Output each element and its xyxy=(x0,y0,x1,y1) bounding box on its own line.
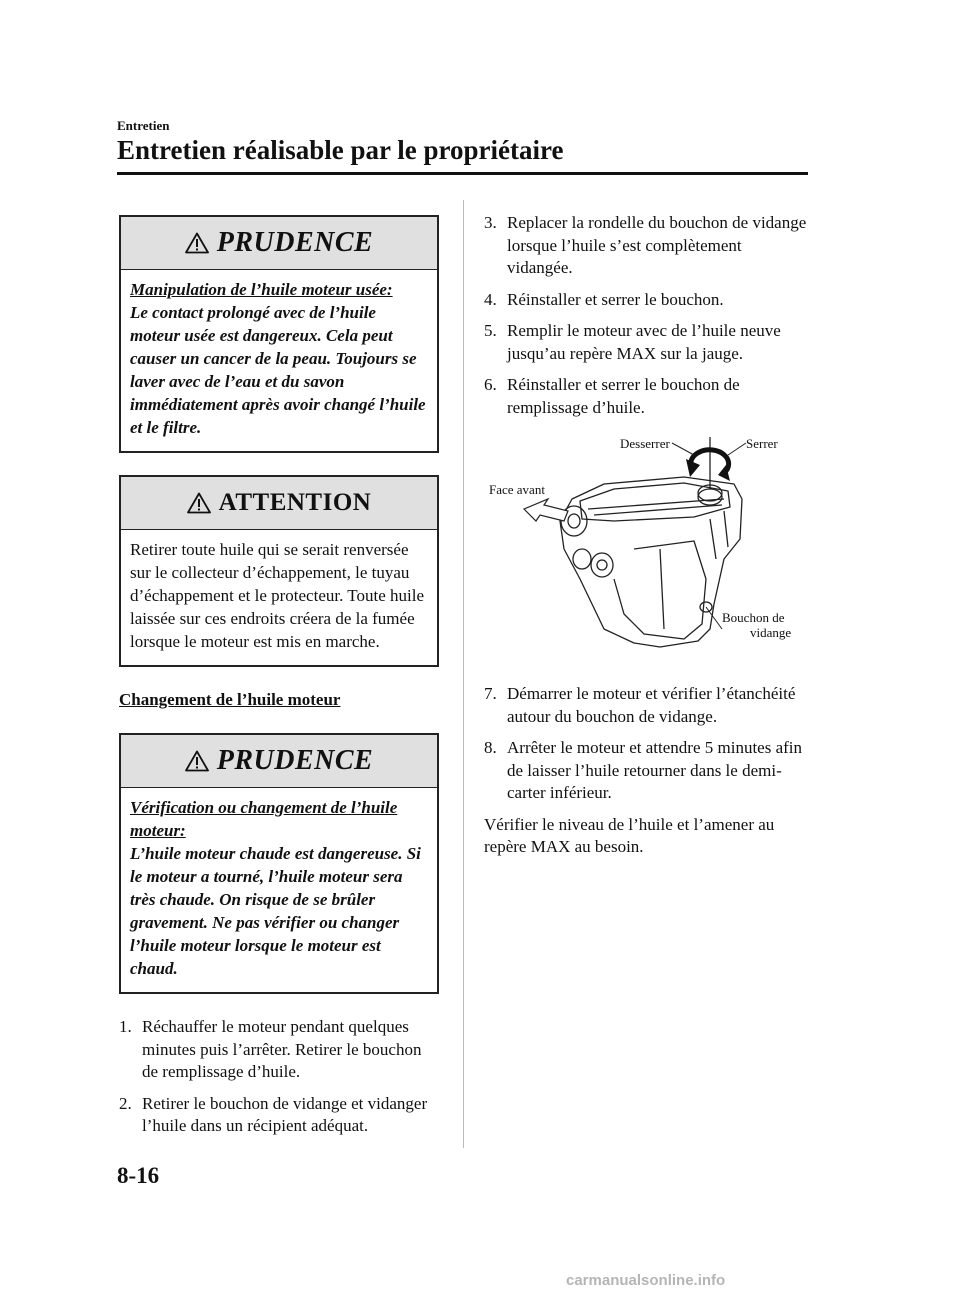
caution-title: PRUDENCE xyxy=(216,227,374,258)
steps-list-right-bottom xyxy=(484,683,810,805)
page-title: Entretien réalisable par le propriétaire xyxy=(117,135,564,165)
list-item xyxy=(484,683,810,728)
step-number: 8. xyxy=(484,738,497,757)
closing-paragraph: Vérifier le niveau de l’huile et l’amener au repère MAX au besoin. xyxy=(484,814,775,856)
step-text: Remplir le moteur avec de l’huile neuve jusqu’au repère MAX sur la jauge. xyxy=(507,321,781,363)
attention-box-header xyxy=(121,477,437,530)
step-text: Démarrer le moteur et vérifier l’étanchéité autour du bouchon de vidange. xyxy=(507,684,796,726)
page-number: 8-16 xyxy=(117,1163,160,1188)
list-item xyxy=(484,320,810,365)
step-number: 3. xyxy=(484,213,497,232)
header-rule xyxy=(117,172,808,175)
caution-body xyxy=(121,270,437,451)
front-label: Face avant xyxy=(489,482,545,497)
column-divider xyxy=(463,200,464,1148)
steps-list-left xyxy=(119,1016,439,1138)
caution-text: Le contact prolongé avec de l’huile moteur usée est dangereux. Cela peut causer un cancer de la peau. Toujours se laver avec de l’eau et du savon immédiatement après avoir changé l’huile et le filtre. xyxy=(130,303,426,437)
left-column xyxy=(119,215,439,1147)
step-text: Réinstaller et serrer le bouchon de remplissage d’huile. xyxy=(507,375,740,417)
caution-body xyxy=(121,788,437,992)
warning-triangle-icon xyxy=(185,232,209,254)
list-item xyxy=(484,212,810,280)
attention-text: Retirer toute huile qui se serait renversée sur le collecteur d’échappement, le tuyau d’échappement et le protecteur. Toute huile laissée sur ces endroits créera de la fumée lorsque le moteur est mis en marche. xyxy=(130,540,424,651)
watermark: carmanualsonline.info xyxy=(566,1272,726,1289)
step-number: 2. xyxy=(119,1093,132,1113)
list-item xyxy=(484,737,810,805)
list-item xyxy=(119,1093,439,1138)
step-number: 1. xyxy=(119,1017,132,1036)
attention-title: ATTENTION xyxy=(218,489,372,516)
loosen-label: Desserrer xyxy=(620,436,670,451)
step-text: Replacer la rondelle du bouchon de vidange lorsque l’huile s’est complètement vidangée. xyxy=(507,213,807,277)
step-text: Réinstaller et serrer le bouchon. xyxy=(507,289,724,309)
step-text: Retirer le bouchon de vidange et vidanger l’huile dans un récipient adéquat. xyxy=(142,1093,428,1135)
caution-box-header xyxy=(121,735,437,788)
subheading-oil-change: Changement de l’huile moteur xyxy=(119,690,341,709)
warning-triangle-icon xyxy=(187,492,211,514)
list-item xyxy=(119,1016,439,1084)
step-number: 4. xyxy=(484,289,497,309)
attention-box xyxy=(119,475,439,667)
caution-heading: Vérification ou changement de l’huile moteur: xyxy=(130,798,398,840)
caution-box-header xyxy=(121,217,437,270)
step-text: Arrêter le moteur et attendre 5 minutes afin de laisser l’huile retourner dans le demi-carter inférieur. xyxy=(507,738,803,802)
step-number: 7. xyxy=(484,684,497,703)
right-column xyxy=(484,212,810,859)
list-item xyxy=(484,289,810,312)
caution-title: PRUDENCE xyxy=(216,745,374,776)
steps-list-right-top xyxy=(484,212,810,419)
warning-triangle-icon xyxy=(185,750,209,772)
tighten-label: Serrer xyxy=(746,436,778,451)
drain-plug-label-line1: Bouchon de xyxy=(722,610,785,625)
caution-heading: Manipulation de l’huile moteur usée: xyxy=(130,280,393,299)
step-number: 5. xyxy=(484,321,497,340)
step-text: Réchauffer le moteur pendant quelques minutes puis l’arrêter. Retirer le bouchon de remplissage d’huile. xyxy=(142,1017,422,1081)
list-item xyxy=(484,374,810,419)
section-label: Entretien xyxy=(117,118,170,133)
engine-illustration xyxy=(484,429,810,669)
drain-plug-label-line2: vidange xyxy=(750,625,792,640)
step-number: 6. xyxy=(484,375,497,394)
caution-box-used-oil xyxy=(119,215,439,453)
caution-box-hot-oil xyxy=(119,733,439,994)
caution-text: L’huile moteur chaude est dangereuse. Si le moteur a tourné, l’huile moteur sera très chaude. On risque de se brûler gravement. Ne pas vérifier ou changer l’huile moteur lorsque le moteur est chaud. xyxy=(130,844,421,978)
